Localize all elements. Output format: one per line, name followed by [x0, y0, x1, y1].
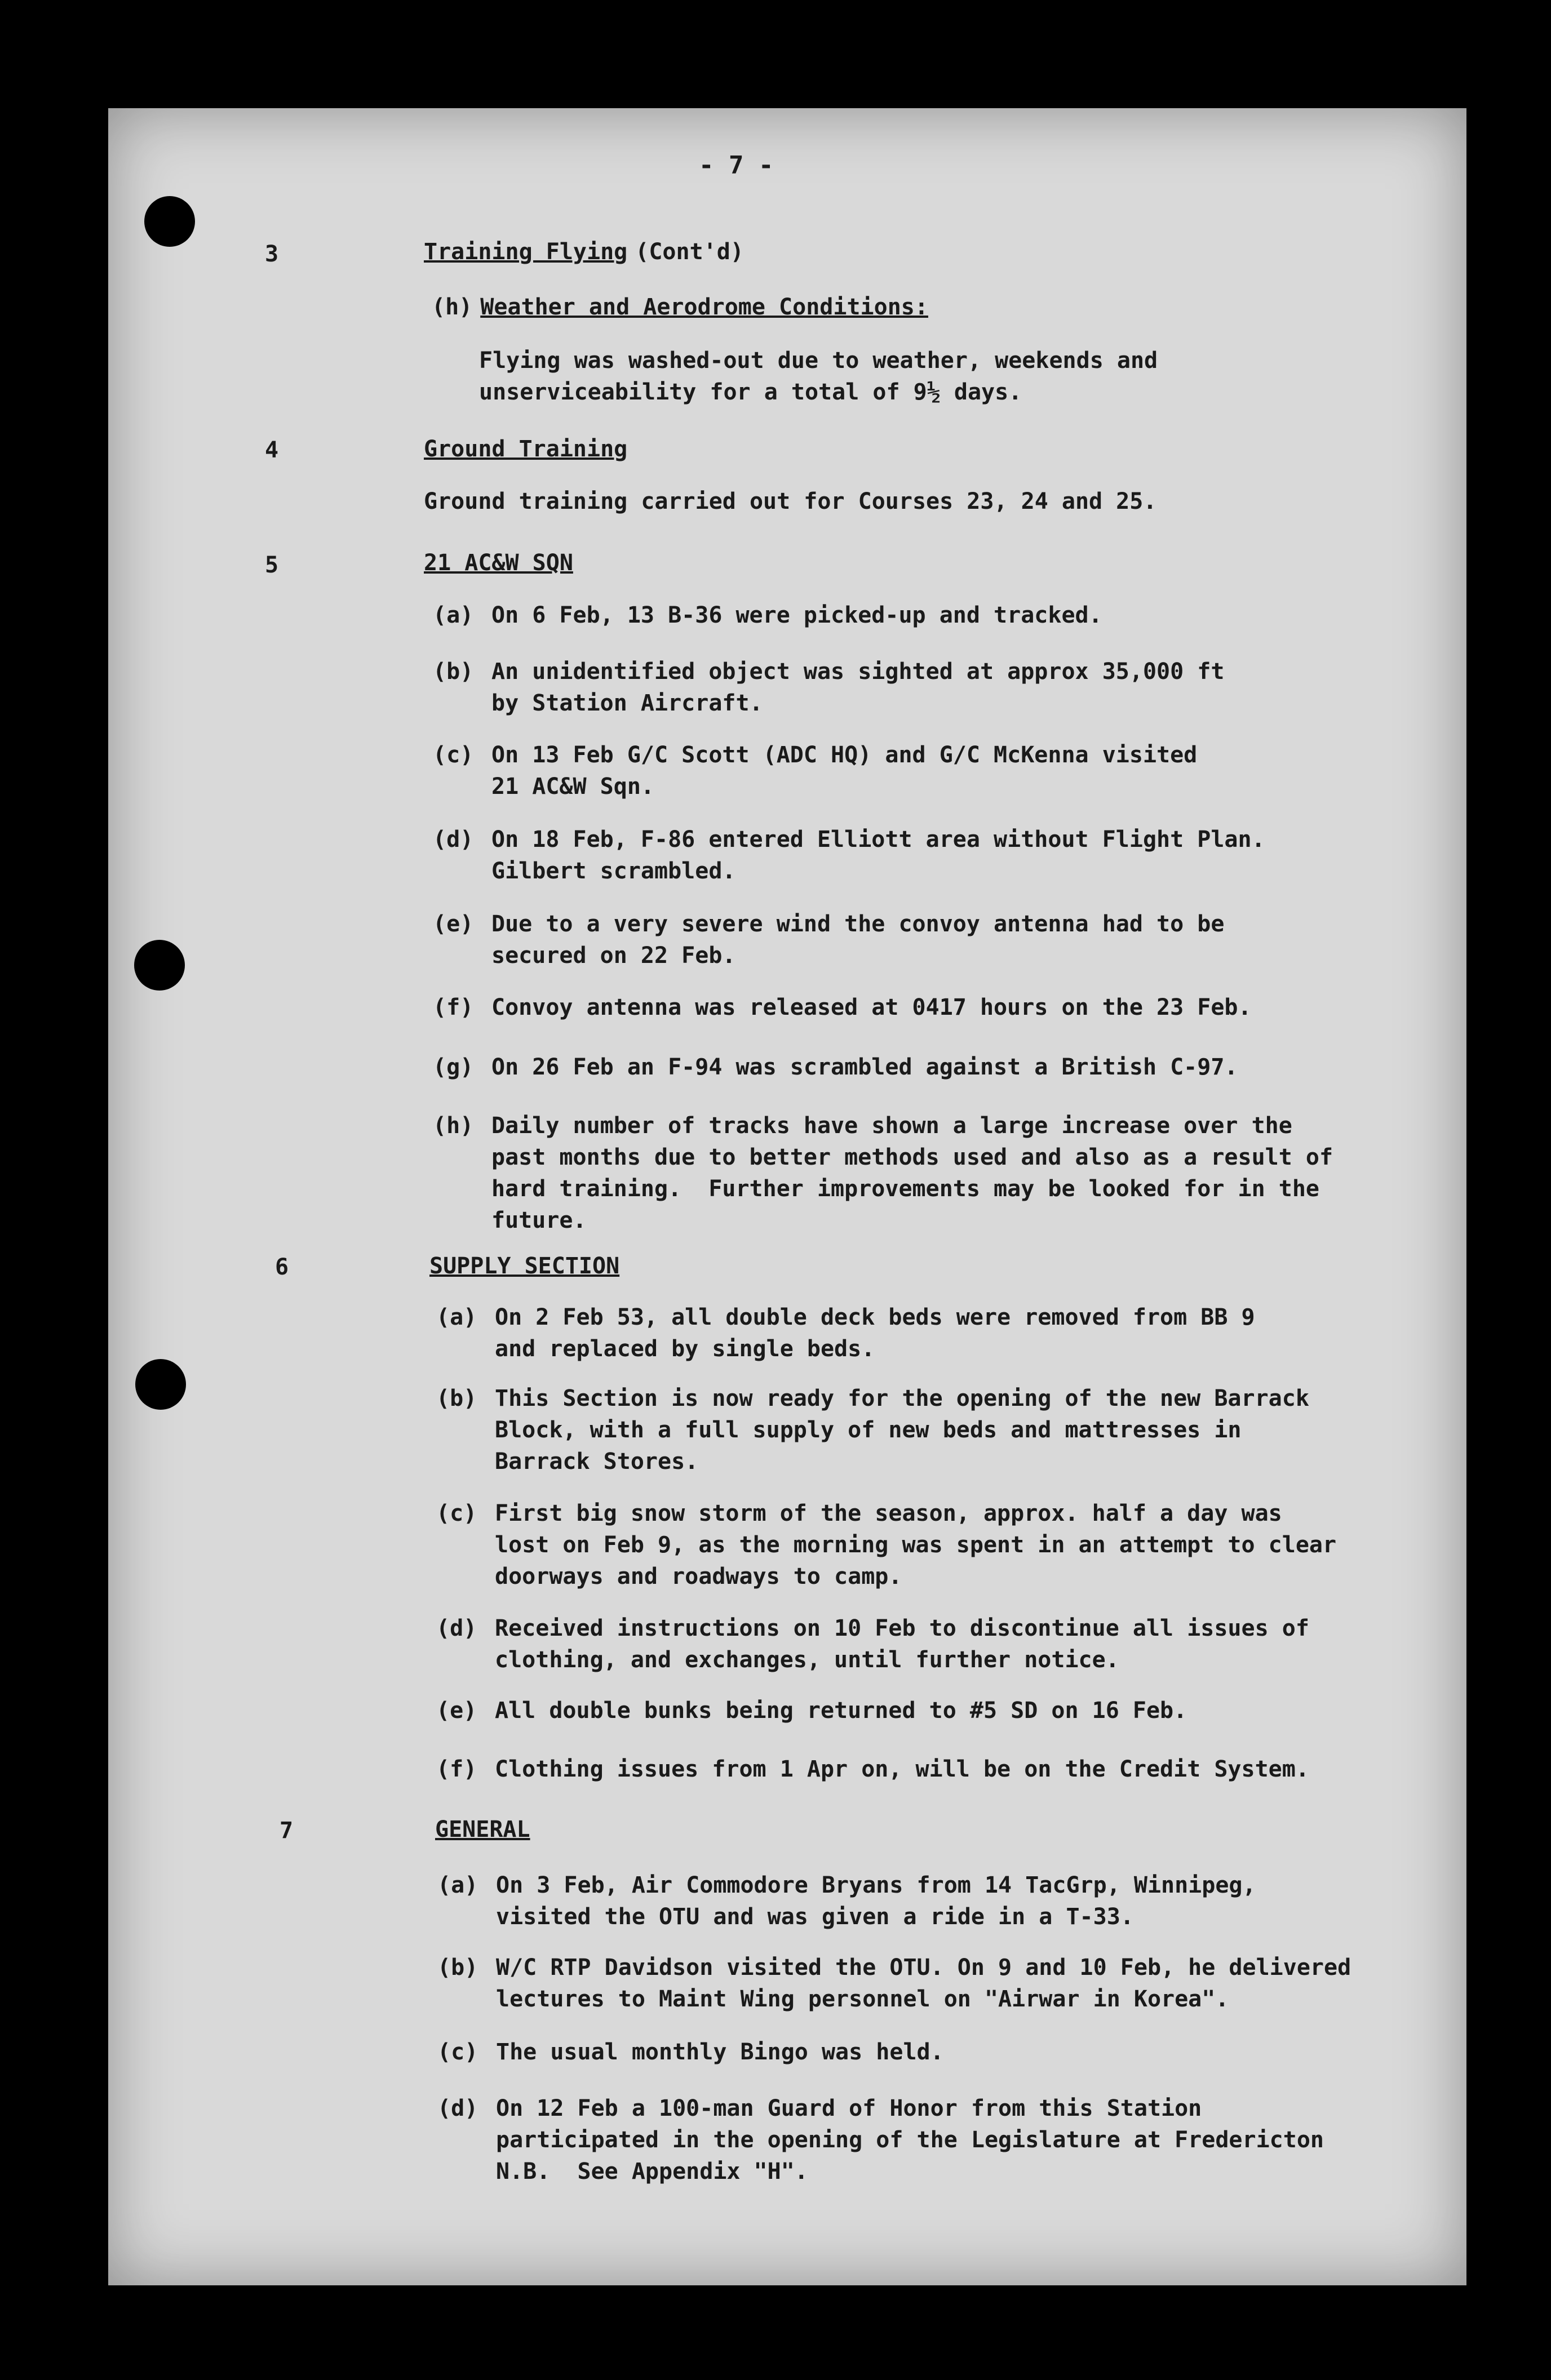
list-item-text: On 12 Feb a 100-man Guard of Honor from this Station participated in the opening of the Legislature at Fredericton N.B. See Appendix "H".	[496, 2095, 1324, 2184]
list-item-label: (b)	[433, 659, 474, 685]
punch-hole-top	[144, 196, 195, 247]
list-item-text: On 18 Feb, F-86 entered Elliott area without Flight Plan. Gilbert scrambled.	[491, 827, 1265, 884]
list-item-text: On 3 Feb, Air Commodore Bryans from 14 TacGrp, Winnipeg, visited the OTU and was given a ride in a T-33.	[496, 1872, 1256, 1930]
list-item-text: On 26 Feb an F-94 was scrambled against a British C-97.	[491, 1054, 1238, 1080]
list-item-text: Received instructions on 10 Feb to discontinue all issues of clothing, and exchanges, until further notice.	[495, 1615, 1309, 1673]
paragraph: Ground training carried out for Courses 23, 24 and 25.	[424, 489, 1157, 514]
section-number: 6	[275, 1254, 289, 1280]
list-item-label: (g)	[433, 1054, 474, 1080]
list-item-text: All double bunks being returned to #5 SD on 16 Feb.	[495, 1698, 1187, 1724]
section-number: 3	[265, 241, 279, 267]
subsection-label: (h)	[432, 294, 473, 320]
punch-hole-lower	[135, 1359, 186, 1410]
list-item-text: The usual monthly Bingo was held.	[496, 2039, 944, 2065]
section-heading-continued: (Cont'd)	[635, 239, 744, 265]
list-item-label: (f)	[436, 1756, 477, 1782]
list-item-text: Convoy antenna was released at 0417 hours on the 23 Feb.	[491, 994, 1252, 1020]
list-item-text: An unidentified object was sighted at approx 35,000 ft by Station Aircraft.	[491, 659, 1225, 716]
section-heading: GENERAL	[435, 1817, 530, 1842]
section-heading: SUPPLY SECTION	[429, 1253, 620, 1279]
section-number: 4	[265, 437, 279, 463]
list-item-label: (d)	[436, 1615, 477, 1641]
list-item-label: (c)	[436, 1500, 477, 1526]
list-item-label: (a)	[437, 1872, 478, 1898]
list-item-label: (e)	[436, 1698, 477, 1724]
paragraph	[479, 345, 1158, 408]
section-heading: 21 AC&W SQN	[424, 550, 573, 576]
list-item-label: (a)	[433, 602, 474, 628]
list-item-text: Daily number of tracks have shown a large increase over the past months due to better methods used and also as a result of hard training. Further improvements may be looked for in the future.	[491, 1113, 1333, 1233]
section-heading-text: Training Flying	[424, 239, 628, 265]
list-item-label: (c)	[437, 2039, 478, 2065]
list-item-label: (e)	[433, 911, 474, 937]
list-item-label: (a)	[436, 1304, 477, 1330]
paragraph-line: unserviceability for a total of 9½ days.	[479, 379, 1022, 405]
punch-hole-middle	[134, 940, 185, 991]
list-item-text: W/C RTP Davidson visited the OTU. On 9 and 10 Feb, he delivered lectures to Maint Wing personnel on "Airwar in Korea".	[496, 1955, 1351, 2012]
list-item-text: On 6 Feb, 13 B-36 were picked-up and tracked.	[491, 602, 1102, 628]
list-item-text: Due to a very severe wind the convoy antenna had to be secured on 22 Feb.	[491, 911, 1225, 969]
page-number: - 7 -	[699, 151, 774, 180]
section-number: 5	[265, 552, 279, 578]
list-item-text: This Section is now ready for the opening of the new Barrack Block, with a full supply of new beds and mattresses in Barrack Stores.	[495, 1386, 1309, 1475]
list-item-label: (c)	[433, 742, 474, 768]
list-item-text: First big snow storm of the season, approx. half a day was lost on Feb 9, as the morning was spent in an attempt to clear doorways and roadways to camp.	[495, 1500, 1337, 1589]
subsection-heading	[432, 294, 928, 320]
section-number: 7	[280, 1818, 294, 1844]
list-item-label: (b)	[437, 1955, 478, 1981]
list-item-label: (f)	[433, 994, 474, 1020]
list-item-label: (h)	[433, 1113, 474, 1139]
subsection-title: Weather and Aerodrome Conditions:	[480, 294, 928, 320]
section-heading	[424, 239, 744, 265]
list-item-text: Clothing issues from 1 Apr on, will be on the Credit System.	[495, 1756, 1309, 1782]
section-heading: Ground Training	[424, 436, 628, 462]
list-item-text: On 2 Feb 53, all double deck beds were removed from BB 9 and replaced by single beds.	[495, 1304, 1255, 1362]
paragraph-line: Flying was washed-out due to weather, weekends and	[479, 348, 1158, 374]
list-item-label: (d)	[437, 2095, 478, 2121]
list-item-label: (d)	[433, 827, 474, 852]
list-item-label: (b)	[436, 1386, 477, 1411]
list-item-text: On 13 Feb G/C Scott (ADC HQ) and G/C McKenna visited 21 AC&W Sqn.	[491, 742, 1198, 800]
